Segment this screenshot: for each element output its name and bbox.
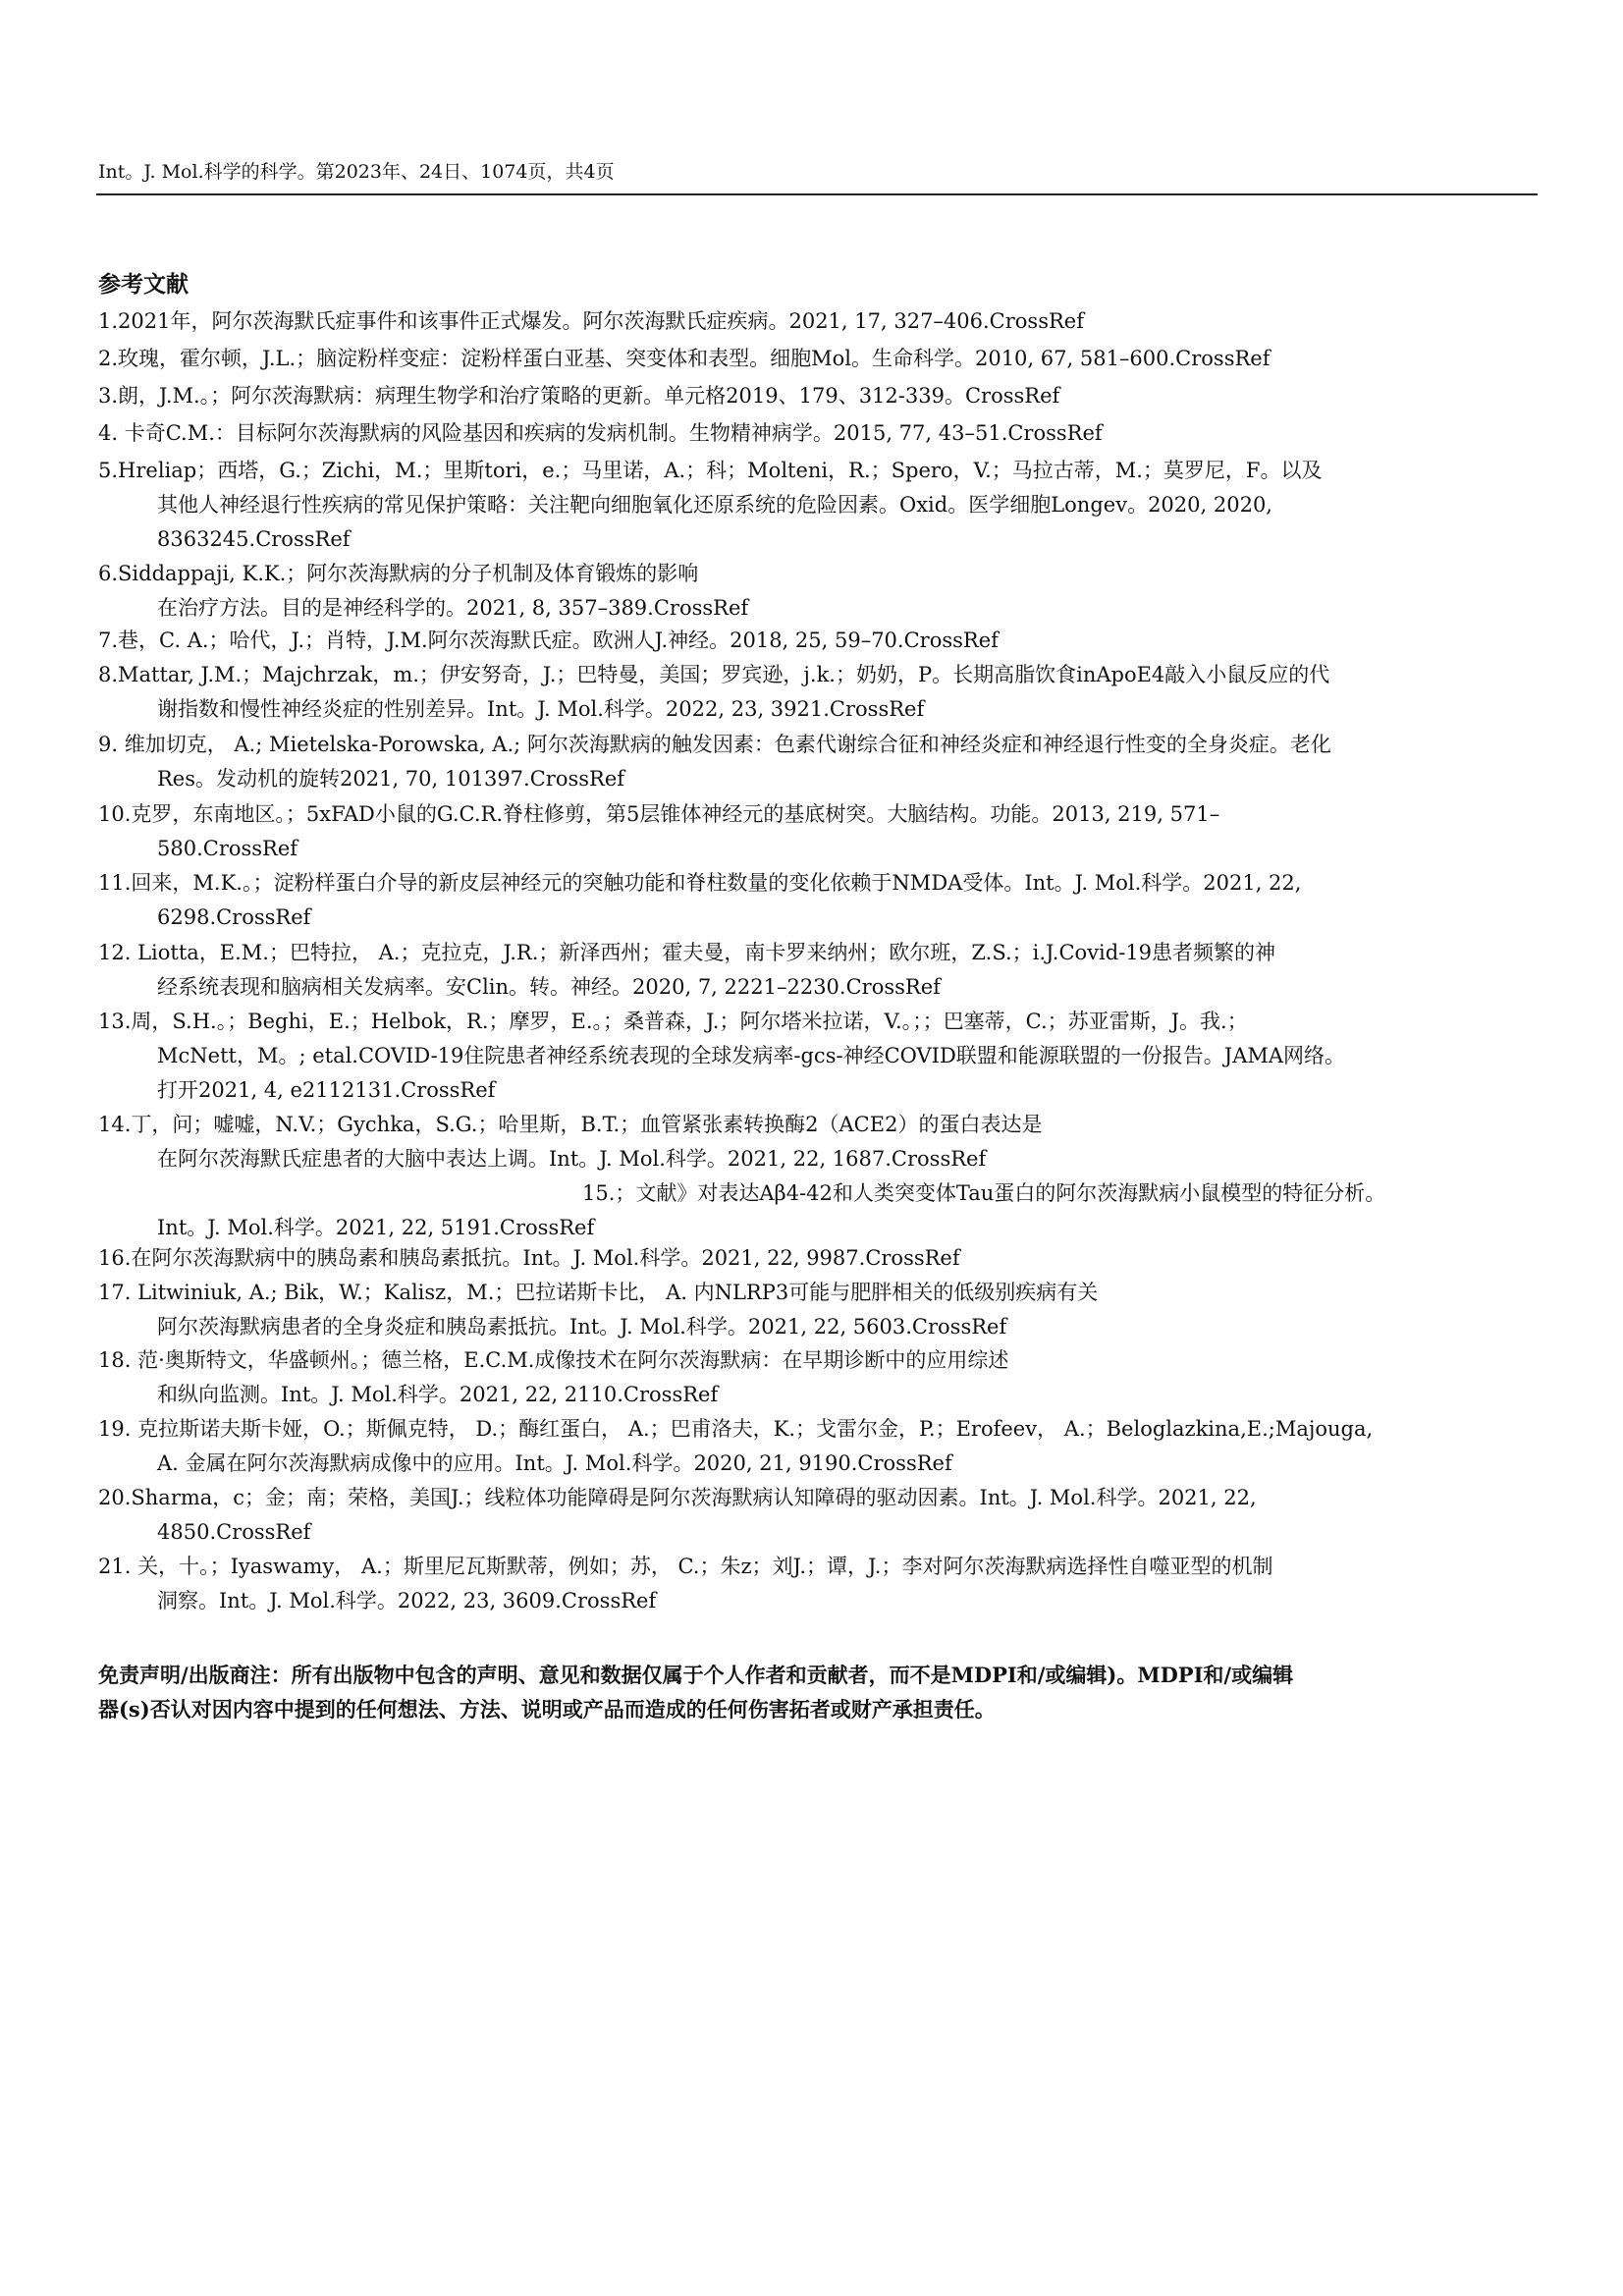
reference-item: 10.克罗，东南地区。；5xFAD小鼠的G.C.R.脊柱修剪，第5层锥体神经元的基底树突。大脑结构。功能。2013, 219, 571– 580.CrossRef bbox=[98, 802, 1220, 860]
reference-item: 20.Sharma，c；金；南；荣格，美国J.；线粒体功能障碍是阿尔茨海默病认知障碍的驱动因素。Int。J. Mol.科学。2021, 22, 4850.CrossRef bbox=[98, 1486, 1257, 1544]
reference-item: 2.玫瑰，霍尔顿，J.L.；脑淀粉样变症：淀粉样蛋白亚基、突变体和表型。细胞Mol。生命科学。2010, 67, 581–600.CrossRef bbox=[98, 347, 1271, 370]
reference-item: 16.在阿尔茨海默病中的胰岛素和胰岛素抵抗。Int。J. Mol.科学。2021, 22, 9987.CrossRef bbox=[98, 1246, 960, 1270]
reference-item: 1.2021年，阿尔茨海默氏症事件和该事件正式爆发。阿尔茨海默氏症疾病。2021, 17, 327–406.CrossRef bbox=[98, 309, 1084, 333]
reference-item: 8.Mattar, J.M.；Majchrzak，m.；伊安努奇，J.；巴特曼，美国；罗宾逊，j.k.；奶奶，P。长期高脂饮食inApoE4敲入小鼠反应的代 谢指数和慢性神经炎症的性别差异。Int。J. Mol.科学。2022, 23, 3921.CrossRef bbox=[98, 663, 1330, 721]
reference-item: 9. 维加切克， A.; Mietelska-Porowska, A.; 阿尔茨海默病的触发因素：色素代谢综合征和神经炎症和神经退行性变的全身炎症。老化 Res。发动机的旋转2021, 70, 101397.CrossRef bbox=[98, 733, 1331, 791]
reference-item: 17. Litwiniuk, A.; Bik，W.；Kalisz，M.；巴拉诺斯卡比， A. 内NLRP3可能与肥胖相关的低级别疾病有关 阿尔茨海默病患者的全身炎症和胰岛素抵抗。Int。J. Mol.科学。2021, 22, 5603.CrossRef bbox=[98, 1281, 1099, 1339]
reference-item: 4. 卡奇C.M.：目标阿尔茨海默病的风险基因和疾病的发病机制。生物精神病学。2015, 77, 43–51.CrossRef bbox=[98, 421, 1103, 445]
publisher-disclaimer: 免责声明/出版商注：所有出版物中包含的声明、意见和数据仅属于个人作者和贡献者，而不是MDPI和/或编辑)。MDPI和/或编辑 器(s)否认对因内容中提到的任何想法、方法、说明或产品而造成的任何伤害拓者或财产承担责任。 bbox=[98, 1663, 1294, 1722]
reference-item: 3.朗，J.M.。；阿尔茨海默病：病理生物学和治疗策略的更新。单元格2019、179、312-339。CrossRef bbox=[98, 384, 1060, 408]
header-rule bbox=[96, 193, 1538, 195]
reference-item: 13.周，S.H.。；Beghi，E.；Helbok，R.；摩罗，E.。；桑普森，J.；阿尔塔米拉诺，V.。；；巴塞蒂，C.；苏亚雷斯，J。我.； McNett，M。; etal.COVID-19住院患者神经系统表现的全球发病率-gcs-神经COVID联盟和能源联盟的一份报告。JAMA网络。 打开2021, 4, e2112131.CrossRef bbox=[98, 1010, 1346, 1102]
reference-item: 7.巷，C. A.；哈代，J.；肖特，J.M.阿尔茨海默氏症。欧洲人J.神经。2018, 25, 59–70.CrossRef bbox=[98, 629, 999, 652]
reference-item: 14.丁，问；嘘嘘，N.V.；Gychka，S.G.；哈里斯，B.T.；血管紧张素转换酶2（ACE2）的蛋白表达是 在阿尔茨海默氏症患者的大脑中表达上调。Int。J. Mol.科学。2021, 22, 1687.CrossRef bbox=[98, 1113, 1043, 1171]
reference-item: 6.Siddappaji, K.K.；阿尔茨海默病的分子机制及体育锻炼的影响 在治疗方法。目的是神经科学的。2021, 8, 357–389.CrossRef bbox=[98, 562, 749, 620]
running-header: Int。J. Mol.科学的科学。第2023年、24日、1074页，共4页 bbox=[98, 161, 615, 183]
reference-item: 19. 克拉斯诺夫斯卡娅，O.；斯佩克特， D.；酶红蛋白， A.；巴甫洛夫，K.；戈雷尔金，P.；Erofeev， A.；Beloglazkina,E.;Majouga, A. 金属在阿尔茨海默病成像中的应用。Int。J. Mol.科学。2020, 21, 9190.CrossRef bbox=[98, 1417, 1374, 1475]
reference-item: 18. 范·奥斯特文，华盛顿州。；德兰格，E.C.M.成像技术在阿尔茨海默病：在早期诊断中的应用综述 和纵向监测。Int。J. Mol.科学。2021, 22, 2110.CrossRef bbox=[98, 1348, 1009, 1406]
reference-item: 15.；文献》对表达Aβ4-42和人类突变体Tau蛋白的阿尔茨海默病小鼠模型的特征分析。 Int。J. Mol.科学。2021, 22, 5191.CrossRef bbox=[157, 1181, 1386, 1239]
reference-item: 11.回来，M.K.。；淀粉样蛋白介导的新皮层神经元的突触功能和脊柱数量的变化依赖于NMDA受体。Int。J. Mol.科学。2021, 22, 6298.CrossRef bbox=[98, 871, 1302, 929]
reference-item: 5.Hreliap；西塔，G.；Zichi，M.；里斯tori，e.；马里诺，A.；科；Molteni，R.；Spero，V.；马拉古蒂，M.；莫罗尼，F。以及 其他人神经退行性疾病的常见保护策略：关注靶向细胞氧化还原系统的危险因素。Oxid。医学细胞Longev。2020, 2020, 8363245.CrossRef bbox=[98, 459, 1323, 551]
references-heading: 参考文献 bbox=[98, 271, 189, 298]
reference-item: 12. Liotta，E.M.；巴特拉， A.；克拉克，J.R.；新泽西州；霍夫曼，南卡罗来纳州；欧尔班，Z.S.；i.J.Covid-19患者频繁的神 经系统表现和脑病相关发病率。安Clin。转。神经。2020, 7, 2221–2230.CrossRef bbox=[98, 941, 1276, 999]
reference-item: 21. 关，十。；Iyaswamy， A.；斯里尼瓦斯默蒂，例如；苏， C.；朱z；刘J.；谭，J.；李对阿尔茨海默病选择性自噬亚型的机制 洞察。Int。J. Mol.科学。2022, 23, 3609.CrossRef bbox=[98, 1555, 1273, 1613]
